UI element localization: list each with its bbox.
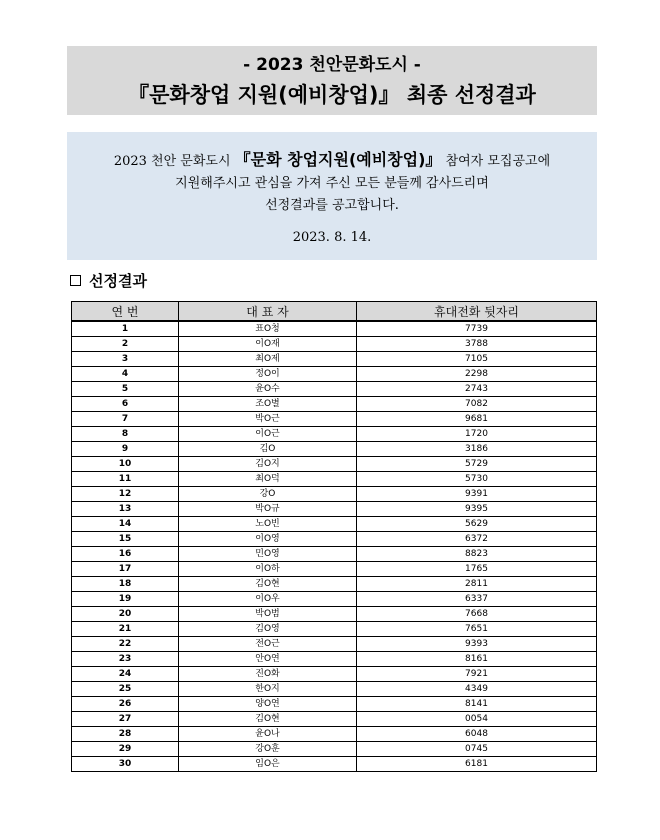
cell-phone-digits: 7082	[357, 397, 597, 412]
cell-phone-digits: 3788	[357, 337, 597, 352]
cell-phone-digits: 7668	[357, 607, 597, 622]
notice-line-1-post: 참여자 모집공고에	[445, 154, 551, 169]
checkbox-square-icon	[70, 275, 81, 286]
table-row	[72, 727, 597, 742]
cell-phone-digits: 2743	[357, 382, 597, 397]
cell-phone-digits: 2298	[357, 367, 597, 382]
cell-representative: 김O지	[179, 457, 357, 472]
cell-number: 13	[72, 502, 179, 517]
cell-representative: 한O지	[179, 682, 357, 697]
table-row	[72, 652, 597, 667]
cell-representative: 최O제	[179, 352, 357, 367]
cell-representative: 표O청	[179, 321, 357, 337]
cell-phone-digits: 6048	[357, 727, 597, 742]
header-number: 연 번	[72, 302, 179, 322]
cell-number: 1	[72, 321, 179, 337]
table-row	[72, 427, 597, 442]
cell-phone-digits: 5730	[357, 472, 597, 487]
table-row	[72, 697, 597, 712]
cell-representative: 이O재	[179, 337, 357, 352]
header-representative: 대 표 자	[179, 302, 357, 322]
cell-number: 30	[72, 757, 179, 772]
table-header-row	[72, 302, 597, 322]
cell-number: 3	[72, 352, 179, 367]
notice-line-3: 선정결과를 공고합니다.	[265, 198, 399, 213]
cell-phone-digits: 3186	[357, 442, 597, 457]
cell-phone-digits: 7739	[357, 321, 597, 337]
cell-representative: 윤O나	[179, 727, 357, 742]
table-row	[72, 487, 597, 502]
cell-number: 11	[72, 472, 179, 487]
cell-number: 26	[72, 697, 179, 712]
cell-representative: 임O은	[179, 757, 357, 772]
cell-number: 19	[72, 592, 179, 607]
table-row	[72, 562, 597, 577]
notice-date: 2023. 8. 14.	[292, 230, 372, 245]
cell-phone-digits: 8141	[357, 697, 597, 712]
cell-representative: 이O하	[179, 562, 357, 577]
cell-number: 25	[72, 682, 179, 697]
table-row	[72, 442, 597, 457]
cell-number: 15	[72, 532, 179, 547]
title-banner	[67, 46, 597, 115]
table-body	[72, 321, 597, 772]
notice-box	[67, 132, 597, 260]
cell-phone-digits: 9393	[357, 637, 597, 652]
table-row	[72, 622, 597, 637]
table-row	[72, 682, 597, 697]
cell-phone-digits: 6181	[357, 757, 597, 772]
table-row	[72, 321, 597, 337]
cell-phone-digits: 8161	[357, 652, 597, 667]
cell-number: 16	[72, 547, 179, 562]
cell-phone-digits: 7921	[357, 667, 597, 682]
table-row	[72, 577, 597, 592]
cell-representative: 최O덕	[179, 472, 357, 487]
cell-phone-digits: 5729	[357, 457, 597, 472]
notice-text	[67, 149, 597, 217]
cell-representative: 김O현	[179, 712, 357, 727]
table-row	[72, 637, 597, 652]
cell-representative: 정O이	[179, 367, 357, 382]
cell-phone-digits: 9395	[357, 502, 597, 517]
table-row	[72, 502, 597, 517]
cell-phone-digits: 7651	[357, 622, 597, 637]
cell-number: 9	[72, 442, 179, 457]
cell-phone-digits: 8823	[357, 547, 597, 562]
cell-number: 24	[72, 667, 179, 682]
table-row	[72, 742, 597, 757]
notice-program-name: 『문화 창업지원(예비창업)』	[234, 150, 442, 169]
cell-number: 18	[72, 577, 179, 592]
cell-representative: 노O빈	[179, 517, 357, 532]
table-row	[72, 517, 597, 532]
cell-number: 2	[72, 337, 179, 352]
cell-phone-digits: 1720	[357, 427, 597, 442]
page-title: 『문화창업 지원(예비창업)』 최종 선정결과	[128, 83, 536, 107]
table-row	[72, 397, 597, 412]
cell-phone-digits: 9681	[357, 412, 597, 427]
table-row	[72, 352, 597, 367]
results-table	[71, 301, 597, 772]
cell-representative: 강O	[179, 487, 357, 502]
cell-phone-digits: 0054	[357, 712, 597, 727]
notice-line-1	[67, 149, 597, 173]
cell-phone-digits: 5629	[357, 517, 597, 532]
cell-representative: 김O영	[179, 622, 357, 637]
cell-phone-digits: 9391	[357, 487, 597, 502]
cell-representative: 조O별	[179, 397, 357, 412]
cell-representative: 전O근	[179, 637, 357, 652]
cell-number: 8	[72, 427, 179, 442]
cell-number: 28	[72, 727, 179, 742]
cell-number: 5	[72, 382, 179, 397]
cell-representative: 이O영	[179, 532, 357, 547]
cell-representative: 김O	[179, 442, 357, 457]
cell-representative: 김O현	[179, 577, 357, 592]
cell-phone-digits: 2811	[357, 577, 597, 592]
table-row	[72, 532, 597, 547]
cell-phone-digits: 6372	[357, 532, 597, 547]
cell-representative: 안O연	[179, 652, 357, 667]
notice-line-2: 지원해주시고 관심을 가져 주신 모든 분들께 감사드리며	[175, 176, 489, 191]
cell-representative: 박O규	[179, 502, 357, 517]
cell-number: 22	[72, 637, 179, 652]
cell-number: 23	[72, 652, 179, 667]
table-row	[72, 457, 597, 472]
table-row	[72, 367, 597, 382]
cell-number: 20	[72, 607, 179, 622]
table-row	[72, 667, 597, 682]
cell-number: 14	[72, 517, 179, 532]
title-subheading: - 2023 천안문화도시 -	[243, 55, 421, 75]
table-row	[72, 337, 597, 352]
table-row	[72, 757, 597, 772]
cell-representative: 박O근	[179, 412, 357, 427]
cell-representative: 윤O수	[179, 382, 357, 397]
cell-representative: 진O화	[179, 667, 357, 682]
table-row	[72, 592, 597, 607]
section-title: 선정결과	[89, 272, 147, 290]
cell-phone-digits: 1765	[357, 562, 597, 577]
cell-representative: 양O연	[179, 697, 357, 712]
notice-line-1-pre: 2023 천안 문화도시	[113, 154, 231, 169]
table-row	[72, 412, 597, 427]
cell-number: 4	[72, 367, 179, 382]
cell-representative: 박O범	[179, 607, 357, 622]
cell-number: 27	[72, 712, 179, 727]
cell-number: 21	[72, 622, 179, 637]
table-row	[72, 472, 597, 487]
table-row	[72, 607, 597, 622]
cell-representative: 민O영	[179, 547, 357, 562]
cell-number: 29	[72, 742, 179, 757]
cell-number: 17	[72, 562, 179, 577]
cell-representative: 강O훈	[179, 742, 357, 757]
cell-number: 10	[72, 457, 179, 472]
cell-number: 7	[72, 412, 179, 427]
cell-number: 6	[72, 397, 179, 412]
cell-phone-digits: 4349	[357, 682, 597, 697]
cell-representative: 이O우	[179, 592, 357, 607]
cell-phone-digits: 7105	[357, 352, 597, 367]
cell-representative: 이O근	[179, 427, 357, 442]
header-phone-last-digits: 휴대전화 뒷자리	[357, 302, 597, 322]
cell-phone-digits: 6337	[357, 592, 597, 607]
cell-number: 12	[72, 487, 179, 502]
section-heading	[70, 270, 147, 291]
table-row	[72, 547, 597, 562]
table-row	[72, 382, 597, 397]
table-row	[72, 712, 597, 727]
cell-phone-digits: 0745	[357, 742, 597, 757]
